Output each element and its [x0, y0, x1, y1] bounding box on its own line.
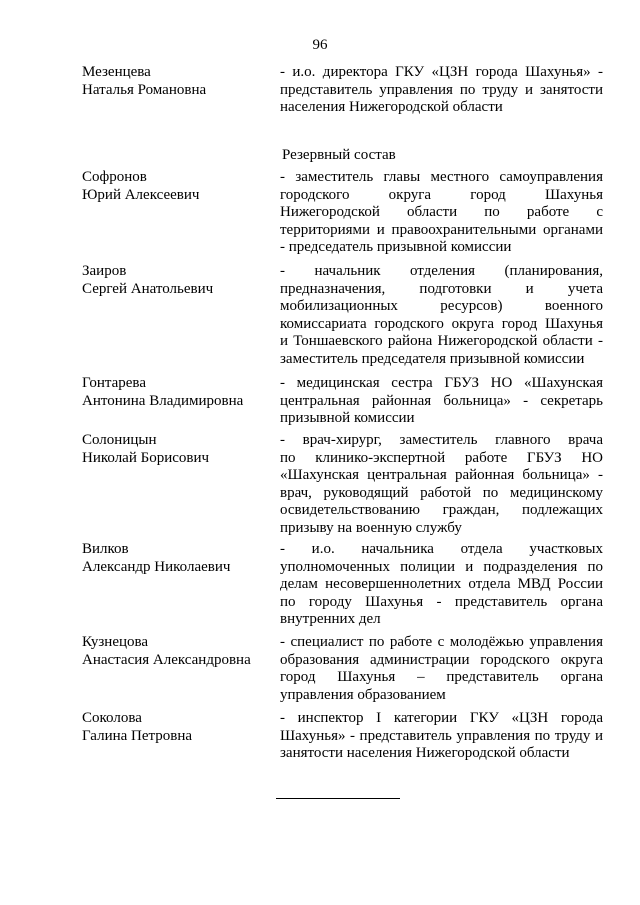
member-role — [280, 263, 603, 368]
member-given-names: Александр Николаевич — [82, 558, 231, 575]
role-line: освидетельствованию граждан, подлежащих — [280, 502, 603, 518]
role-line: управления образованием — [280, 686, 446, 703]
member-surname: Гонтарева — [82, 375, 146, 391]
member-name — [82, 634, 272, 669]
member-name — [82, 375, 272, 410]
role-line: - начальник отделения (планирования, — [280, 263, 603, 279]
role-line: городского округа город Шахунья — [280, 186, 603, 203]
member-surname: Солоницын — [82, 432, 157, 448]
role-line: населения Нижегородской области — [280, 99, 503, 115]
role-line: - специалист по работе с молодёжью управления — [280, 634, 603, 650]
role-line: уполномоченных полиции и подразделения по — [280, 558, 603, 575]
role-line: внутренних дел — [280, 611, 381, 627]
member-name — [82, 541, 272, 576]
member-given-names: Антонина Владимировна — [82, 392, 244, 409]
role-line: по городу Шахунья - представитель органа — [280, 593, 603, 610]
member-role — [280, 541, 603, 629]
role-line: призыву на военную службу — [280, 519, 462, 536]
member-name — [82, 64, 272, 99]
role-line: - и.о. начальника отдела участковых — [280, 541, 603, 557]
footer-divider — [276, 798, 400, 799]
page-number: 96 — [312, 37, 328, 53]
member-name — [82, 169, 272, 204]
role-line: и Тоншаевского района Нижегородской области - — [280, 333, 603, 349]
role-line: комиссариата городского округа город Шахунья — [280, 315, 603, 332]
role-line: - врач-хирург, заместитель главного врача — [280, 432, 603, 448]
member-role — [280, 432, 603, 537]
role-line: врач, руководящий работой по медицинскому — [280, 484, 603, 501]
member-given-names: Анастасия Александровна — [82, 651, 251, 668]
role-line: территориями и правоохранительными органами — [280, 221, 603, 238]
role-line: - инспектор I категории ГКУ «ЦЗН города — [280, 710, 603, 726]
member-surname: Соколова — [82, 710, 142, 726]
member-role — [280, 64, 603, 117]
member-surname: Вилков — [82, 541, 129, 557]
role-line: предназначения, подготовки и учета — [280, 280, 603, 297]
role-line: Шахунья» - представитель управления по труду и — [280, 727, 603, 744]
member-surname: Мезенцева — [82, 64, 151, 80]
role-line: мобилизационных ресурсов) военного — [280, 298, 603, 314]
role-line: заместитель председателя призывной комиссии — [280, 350, 585, 367]
role-line: - председатель призывной комиссии — [280, 239, 512, 255]
member-given-names: Галина Петровна — [82, 727, 193, 744]
role-line: по клинико-экспертной работе ГБУЗ НО — [280, 449, 603, 466]
member-name — [82, 432, 272, 467]
member-role — [280, 169, 603, 257]
member-given-names: Юрий Алексеевич — [82, 186, 200, 203]
role-line: Нижегородской области по работе с — [280, 204, 603, 220]
member-surname: Софронов — [82, 169, 147, 185]
member-given-names: Николай Борисович — [82, 449, 210, 466]
member-name — [82, 263, 272, 298]
member-name — [82, 710, 272, 745]
role-line: центральная районная больница» - секретарь — [280, 392, 603, 409]
member-surname: Кузнецова — [82, 634, 149, 650]
section-heading: Резервный состав — [282, 147, 396, 163]
role-line: «Шахунская центральная районная больница» - — [280, 467, 603, 483]
role-line: - медицинская сестра ГБУЗ НО «Шахунская — [280, 375, 603, 391]
member-role — [280, 634, 603, 704]
member-given-names: Наталья Романовна — [82, 81, 207, 98]
member-role — [280, 375, 603, 428]
role-line: - и.о. директора ГКУ «ЦЗН города Шахунья» - — [280, 64, 603, 80]
role-line: представитель управления по труду и занятости — [280, 81, 603, 98]
role-line: город Шахунья – представитель органа — [280, 669, 603, 685]
member-surname: Заиров — [82, 263, 127, 279]
role-line: образования администрации городского округа — [280, 651, 603, 668]
role-line: делам несовершеннолетних отдела МВД России — [280, 576, 603, 592]
member-given-names: Сергей Анатольевич — [82, 280, 214, 297]
role-line: - заместитель главы местного самоуправления — [280, 169, 603, 185]
role-line: занятости населения Нижегородской области — [280, 745, 570, 761]
role-line: призывной комиссии — [280, 410, 415, 426]
member-role — [280, 710, 603, 763]
